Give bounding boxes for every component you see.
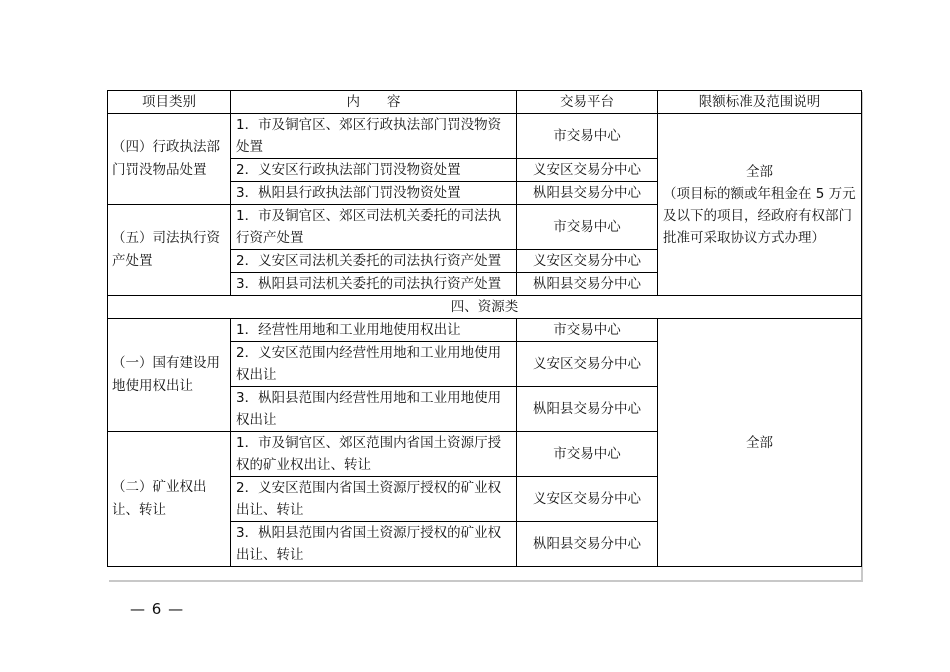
category-cell: （二）矿业权出让、转让 [108, 432, 231, 567]
platform-cell: 市交易中心 [517, 114, 658, 159]
header-content: 内 容 [231, 91, 517, 114]
content-cell: 2．义安区范围内经营性用地和工业用地使用权出让 [231, 342, 517, 387]
header-platform: 交易平台 [517, 91, 658, 114]
limit-cell-2: 全部 [658, 319, 862, 567]
content-cell: 2．义安区行政执法部门罚没物资处置 [231, 159, 517, 182]
platform-cell: 枞阳县交易分中心 [517, 387, 658, 432]
page-number: — 6 — [130, 600, 185, 618]
content-cell: 1．市及铜官区、郊区司法机关委托的司法执行资产处置 [231, 205, 517, 250]
table-row [108, 319, 862, 342]
content-cell: 2．义安区范围内省国土资源厅授权的矿业权出让、转让 [231, 477, 517, 522]
platform-cell: 义安区交易分中心 [517, 477, 658, 522]
content-cell: 1．市及铜官区、郊区范围内省国土资源厅授权的矿业权出让、转让 [231, 432, 517, 477]
platform-cell: 义安区交易分中心 [517, 250, 658, 273]
category-cell: （五）司法执行资产处置 [108, 205, 231, 296]
platform-cell: 义安区交易分中心 [517, 342, 658, 387]
content-cell: 1．经营性用地和工业用地使用权出让 [231, 319, 517, 342]
section-title: 四、资源类 [108, 296, 862, 319]
header-limit: 限额标准及范围说明 [658, 91, 862, 114]
content-cell: 3．枞阳县行政执法部门罚没物资处置 [231, 182, 517, 205]
platform-cell: 枞阳县交易分中心 [517, 182, 658, 205]
table-row [108, 114, 862, 159]
platform-cell: 市交易中心 [517, 319, 658, 342]
platform-cell: 市交易中心 [517, 205, 658, 250]
section-row [108, 296, 862, 319]
scope-table [107, 90, 862, 567]
content-cell: 1．市及铜官区、郊区行政执法部门罚没物资处置 [231, 114, 517, 159]
content-cell: 3．枞阳县范围内省国土资源厅授权的矿业权出让、转让 [231, 522, 517, 567]
content-cell: 3．枞阳县司法机关委托的司法执行资产处置 [231, 273, 517, 296]
table-header-row [108, 91, 862, 114]
platform-cell: 市交易中心 [517, 432, 658, 477]
platform-cell: 枞阳县交易分中心 [517, 522, 658, 567]
table-shadow-bottom [109, 580, 863, 582]
platform-cell: 枞阳县交易分中心 [517, 273, 658, 296]
platform-cell: 义安区交易分中心 [517, 159, 658, 182]
category-cell: （四）行政执法部门罚没物品处置 [108, 114, 231, 205]
content-cell: 3．枞阳县范围内经营性用地和工业用地使用权出让 [231, 387, 517, 432]
limit-head: 全部 [746, 163, 773, 180]
header-category: 项目类别 [108, 91, 231, 114]
limit-cell [658, 114, 862, 296]
category-cell: （一）国有建设用地使用权出让 [108, 319, 231, 432]
content-cell: 2．义安区司法机关委托的司法执行资产处置 [231, 250, 517, 273]
limit-body: （项目标的额或年租金在 5 万元及以下的项目，经政府有权部门批准可采取协议方式办理） [663, 185, 856, 246]
